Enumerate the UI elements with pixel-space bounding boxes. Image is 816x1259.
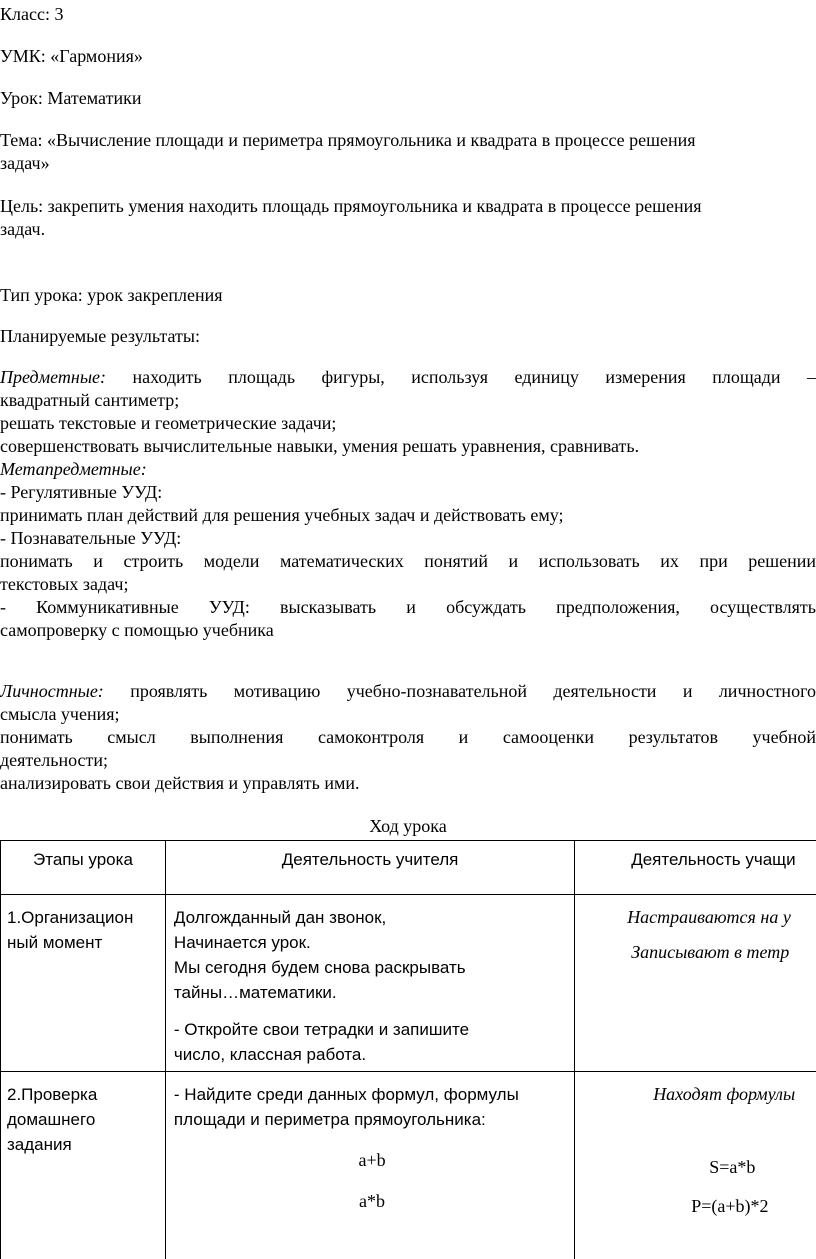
goal-line-1: Цель: закрепить умения находить площадь прямоугольника и квадрата в процессе решения	[0, 196, 702, 216]
personal-text-2: смысла учения;	[0, 704, 120, 724]
lesson-line: Урок: Математики	[0, 88, 142, 108]
stage-cell: 1.Организацион ный момент	[1, 895, 166, 1072]
col-header-students: Деятельность учащи	[575, 841, 816, 895]
teacher-cell: Долгожданный дан звонок, Начинается урок. Мы сегодня будем снова раскрывать тайны…математики. - Откройте свои тетрадки и запишите число, классная работа.	[165, 895, 574, 1072]
student-formula-area: S=a*b	[709, 1157, 756, 1177]
personal-text-1: проявлять мотивацию учебно-познавательной деятельности и личностного	[103, 681, 816, 701]
table-row	[1, 895, 816, 1072]
table-header-row	[1, 841, 816, 895]
regulatory-text: принимать план действий для решения учебных задач и действовать ему;	[0, 505, 564, 525]
meta-label: Метапредметные:	[0, 459, 147, 479]
student-cell: Настраиваются на у Записывают в тетр	[575, 895, 816, 1072]
lesson-heading: Ход урока	[369, 816, 447, 836]
stage-cell: 2.Проверка домашнего задания	[1, 1072, 166, 1259]
personal-results	[0, 680, 816, 795]
goal-line-2: задач.	[0, 219, 46, 239]
cognitive-title: - Познавательные УУД:	[0, 528, 182, 548]
lesson-type-line: Тип урока: урок закрепления	[0, 285, 223, 305]
subject-text-1: находить площадь фигуры, используя единицу измерения площади –	[106, 367, 816, 387]
cognitive-text-1: понимать и строить модели математических понятий и использовать их при решении	[0, 551, 816, 571]
lesson-table	[0, 840, 816, 1259]
class-line: Класс: 3	[0, 4, 64, 24]
topic-line-1: Тема: «Вычисление площади и периметра прямоугольника и квадрата в процессе решения	[0, 130, 696, 150]
student-cell: Находят формулы S=a*b P=(a+b)*2	[575, 1072, 816, 1259]
topic-line-2: задач»	[0, 153, 50, 173]
col-header-teacher: Деятельность учителя	[165, 841, 574, 895]
communicative-text-1: - Коммуникативные УУД: высказывать и обсуждать предположения, осуществлять	[0, 597, 816, 617]
teacher-cell: - Найдите среди данных формул, формулы площади и периметра прямоугольника: a+b a*b	[165, 1072, 574, 1259]
subject-text-3: решать текстовые и геометрические задачи;	[0, 413, 337, 433]
subject-results	[0, 366, 816, 642]
regulatory-title: - Регулятивные УУД:	[0, 482, 163, 502]
communicative-text-2: самопроверку с помощью учебника	[0, 620, 274, 640]
subject-text-4: совершенствовать вычислительные навыки, умения решать уравнения, сравнивать.	[0, 436, 640, 456]
formula-product: a*b	[359, 1191, 386, 1211]
student-formula-perimeter: P=(a+b)*2	[691, 1196, 769, 1216]
table-row	[1, 1072, 816, 1259]
subject-text-2: квадратный сантиметр;	[0, 390, 180, 410]
umk-line: УМК: «Гармония»	[0, 46, 143, 66]
col-header-stages: Этапы урока	[1, 841, 166, 895]
formula-sum: a+b	[358, 1150, 386, 1170]
personal-text-5: анализировать свои действия и управлять ими.	[0, 773, 360, 793]
personal-text-4: деятельности;	[0, 750, 109, 770]
subject-label: Предметные:	[0, 367, 106, 387]
planned-results-heading: Планируемые результаты:	[0, 326, 200, 346]
cognitive-text-2: текстовых задач;	[0, 574, 129, 594]
personal-label: Личностные:	[0, 681, 104, 701]
personal-text-3: понимать смысл выполнения самоконтроля и самооценки результатов учебной	[0, 727, 816, 747]
